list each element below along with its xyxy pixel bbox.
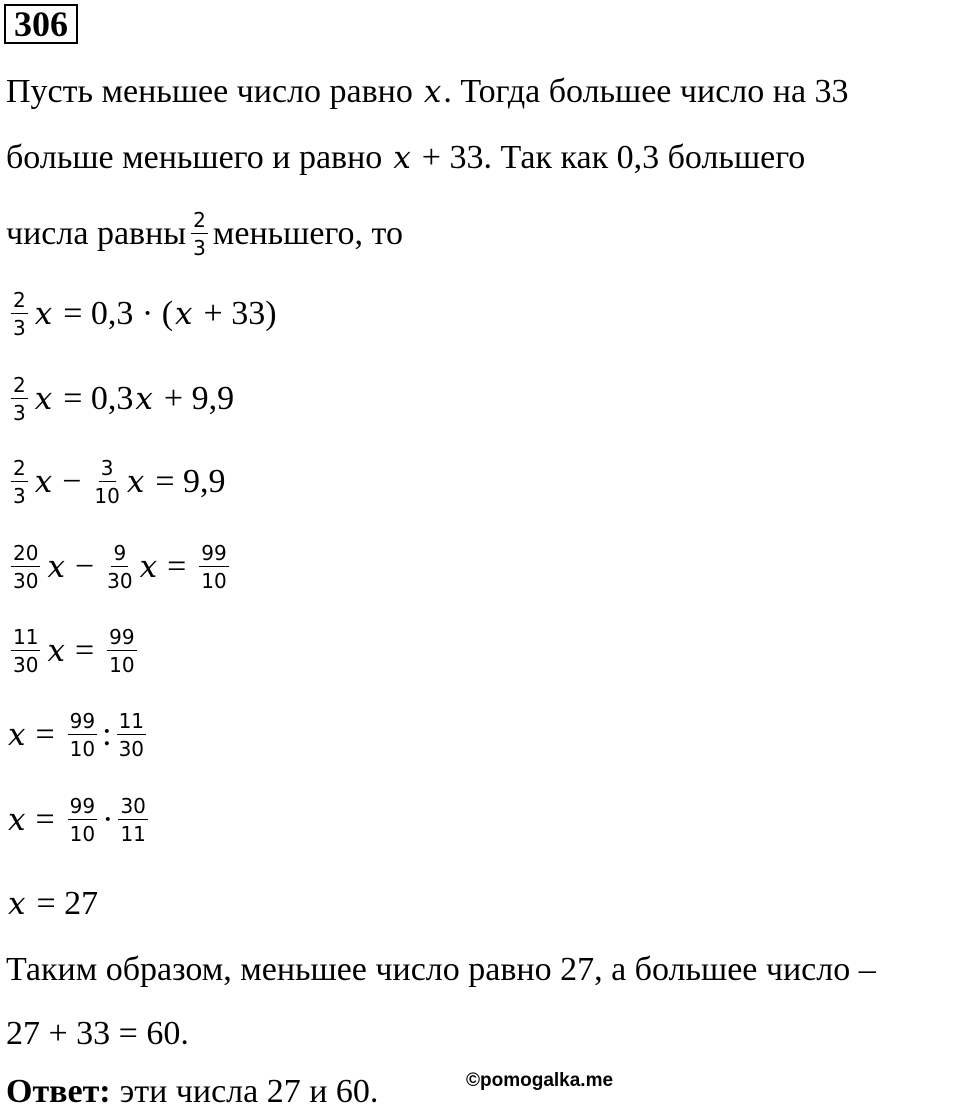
intro-text: . Тогда большее число на 33 [443,73,849,110]
intro-line-3 [6,210,403,258]
equation-2 [6,375,234,423]
equation-4 [6,543,234,591]
fraction: $\frac{9}{30}$ [107,541,133,593]
equals-sign: = [167,548,187,585]
dot-sign: · [102,801,114,838]
minus-sign: − [62,463,82,500]
equals-sign: = [35,716,55,753]
intro-text: Пусть меньшее число равно [6,73,413,110]
colon-sign: : [102,716,112,753]
watermark: ©pomogalka.me [466,1070,614,1091]
variable-x: x [8,716,26,753]
variable-x: x [393,139,411,176]
fraction: $\frac{2}{3}$ [193,208,206,260]
equation-text: + 33) [203,295,277,332]
variable-x: x [47,632,65,669]
fraction: $\frac{99}{10}$ [109,625,135,677]
answer-line [6,1075,378,1109]
equation-6 [6,711,151,759]
fraction: $\frac{2}{3}$ [13,373,26,425]
intro-line-1 [6,75,849,109]
equation-text: = 0,3 · ( [63,295,174,332]
fraction: $\frac{3}{10}$ [94,456,120,508]
variable-x: x [139,548,158,585]
variable-x: x [47,548,65,585]
equation-3 [6,458,226,506]
fraction: $\frac{11}{30}$ [13,625,39,677]
variable-x: x [175,295,193,332]
variable-x: x [423,73,442,110]
variable-x: x [34,463,53,500]
fraction: $\frac{30}{11}$ [120,794,146,846]
intro-text: + 33. Так как 0,3 большего [421,139,806,176]
equals-sign: = [74,632,95,669]
equation-text: = 9,9 [155,463,226,500]
equation-8 [6,887,98,921]
fraction: $\frac{99}{10}$ [69,794,96,846]
fraction: $\frac{99}{10}$ [69,709,96,761]
fraction: $\frac{2}{3}$ [13,288,26,340]
equation-text: = 0,3 [63,380,134,417]
variable-x: x [34,380,53,417]
intro-line-2 [6,141,805,175]
equation-7 [6,796,153,844]
variable-x: x [126,463,145,500]
variable-x: x [8,885,26,922]
intro-text: меньшего, то [212,215,403,252]
answer-label: Ответ: [6,1073,111,1110]
intro-text: числа равны [6,215,187,252]
equation-1 [6,290,277,338]
fraction: $\frac{20}{30}$ [13,541,39,593]
variable-x: x [34,295,53,332]
answer-text: эти числа 27 и 60. [119,1073,379,1110]
fraction: $\frac{11}{30}$ [118,709,145,761]
minus-sign: − [74,548,95,585]
fraction: $\frac{99}{10}$ [201,541,227,593]
conclusion-line-2: 27 + 33 = 60. [6,1015,189,1052]
equals-sign: = [35,801,55,838]
equation-text: + 9,9 [163,380,235,417]
variable-x: x [135,380,153,417]
intro-text: больше меньшего и равно [6,139,383,176]
equation-5 [6,627,142,675]
fraction: $\frac{2}{3}$ [13,456,26,508]
equation-text: = 27 [36,885,99,922]
variable-x: x [8,801,26,838]
conclusion-line-1: Таким образом, меньшее число равно 27, а большее число – [6,951,876,988]
problem-number: 306 [4,4,78,44]
